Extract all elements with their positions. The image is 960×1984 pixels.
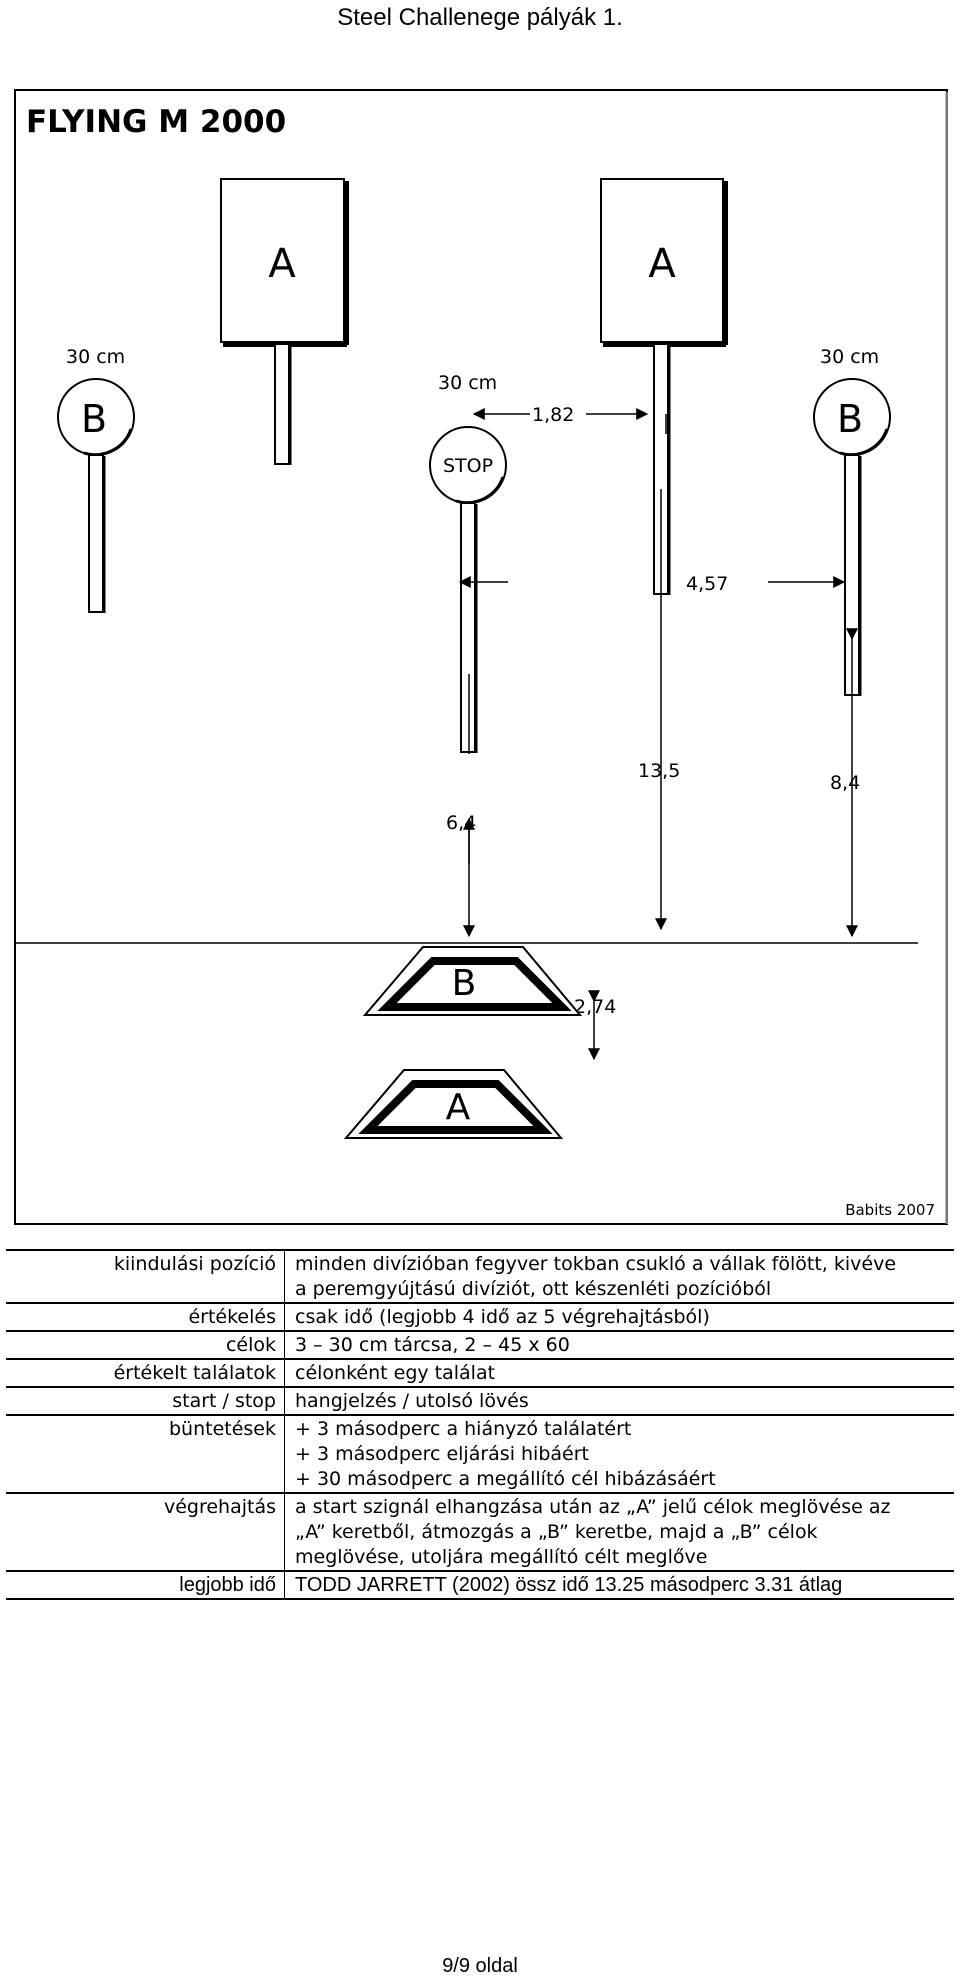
dim-label-stop-b: 4,57 <box>686 573 729 595</box>
rules-table <box>6 1249 954 1600</box>
size-label-b-left: 30 cm <box>66 346 126 368</box>
rule-value <box>285 1571 955 1599</box>
rule-value <box>285 1303 955 1331</box>
rule-value <box>285 1359 955 1387</box>
shooting-box-b-label: B <box>451 963 477 1004</box>
target-stop-label: STOP <box>442 455 494 477</box>
target-b-right-label: B <box>836 397 864 441</box>
rules-row <box>6 1331 954 1359</box>
rules-row <box>6 1571 954 1599</box>
rules-row <box>6 1303 954 1331</box>
target-a-left-label: A <box>268 241 296 287</box>
rule-value <box>285 1250 955 1303</box>
dim-label-stop: 6,4 <box>446 812 477 834</box>
rule-value-line: „A” keretből, átmozgás a „B” keretbe, majd a „B” célok <box>295 1521 818 1543</box>
rule-value-line: csak idő (legjobb 4 idő az 5 végrehajtásból) <box>295 1306 710 1328</box>
size-label-b-right: 30 cm <box>820 346 880 368</box>
target-a-right-label: A <box>648 241 676 287</box>
rule-key: értékelés <box>6 1303 285 1331</box>
rule-value-line: hangjelzés / utolsó lövés <box>295 1390 529 1412</box>
rule-key: végrehajtás <box>6 1493 285 1571</box>
page-header: Steel Challenege pályák 1. <box>337 4 623 31</box>
dim-label-b: 8,4 <box>830 772 861 794</box>
rule-value-line: + 30 másodperc a megállító cél hibázásáért <box>295 1468 716 1490</box>
rules-row <box>6 1415 954 1493</box>
dim-label-stop-a: 1,82 <box>532 404 575 426</box>
rule-value <box>285 1387 955 1415</box>
rule-value <box>285 1331 955 1359</box>
rule-value-line: 3 – 30 cm tárcsa, 2 – 45 x 60 <box>295 1334 570 1356</box>
rule-key: büntetések <box>6 1415 285 1493</box>
rule-value-line: TODD JARRETT (2002) össz idő 13.25 másodperc 3.31 átlag <box>295 1574 843 1596</box>
rule-value-line: meglövése, utoljára megállító célt meglőve <box>295 1546 708 1568</box>
stage-diagram <box>14 89 948 1225</box>
dim-label-a: 13,5 <box>638 760 681 782</box>
rule-key: kiindulási pozíció <box>6 1250 285 1303</box>
rule-key: legjobb idő <box>6 1571 285 1599</box>
rules-row <box>6 1250 954 1303</box>
rule-value-line: a peremgyújtású divíziót, ott készenléti pozícióból <box>295 1278 772 1300</box>
rules-row <box>6 1493 954 1571</box>
diagram-heading: FLYING M 2000 <box>26 104 287 140</box>
rule-value-line: célonként egy találat <box>295 1362 496 1384</box>
rule-value-line: + 3 másodperc eljárási hibáért <box>295 1443 589 1465</box>
rules-row <box>6 1387 954 1415</box>
rule-value-line: minden divízióban fegyver tokban csukló a vállak fölött, kivéve <box>295 1253 897 1275</box>
diagram-frame <box>15 90 947 1224</box>
shooting-box-a-label: A <box>445 1087 471 1128</box>
page-footer: 9/9 oldal <box>442 1955 518 1977</box>
target-b-left-label: B <box>80 397 108 441</box>
rule-value <box>285 1493 955 1571</box>
rule-key: start / stop <box>6 1387 285 1415</box>
rule-value-line: + 3 másodperc a hiányzó találatért <box>295 1418 632 1440</box>
dim-label-boxes: 2,74 <box>574 996 617 1018</box>
rule-value <box>285 1415 955 1493</box>
size-label-stop: 30 cm <box>438 372 498 394</box>
rules-row <box>6 1359 954 1387</box>
rule-key: célok <box>6 1331 285 1359</box>
rule-key: értékelt találatok <box>6 1359 285 1387</box>
diagram-credit: Babits 2007 <box>845 1201 935 1219</box>
rule-value-line: a start szignál elhangzása után az „A” jelű célok meglövése az <box>295 1496 891 1518</box>
